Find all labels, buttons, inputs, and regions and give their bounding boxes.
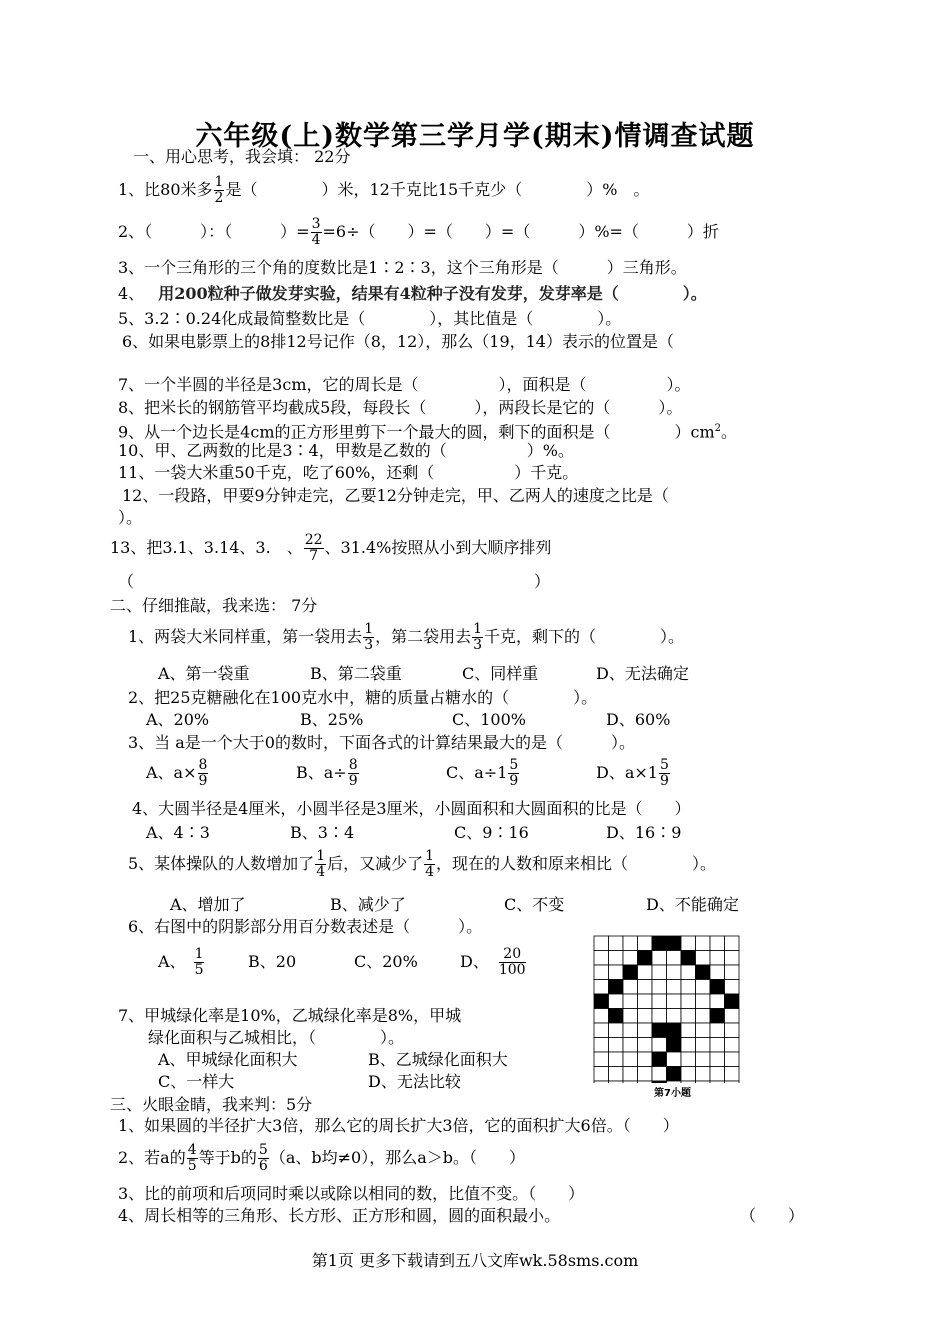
grid-cell [725, 980, 740, 995]
s2-q5-fraction-1: $\frac{1}{4}$ [316, 848, 326, 880]
grid-cell [638, 936, 653, 951]
section1-heading: 一、用心思考，我会填： 22分 [133, 147, 351, 166]
shaded-cell [667, 1023, 682, 1038]
grid-cell [725, 1038, 740, 1053]
grid-cell [667, 1052, 682, 1067]
s3-q2-fraction-1: $\frac{4}{5}$ [187, 1142, 197, 1174]
grid-cell [681, 936, 696, 951]
shaded-cell [652, 1023, 667, 1038]
grid-cell [623, 994, 638, 1009]
s2-q6-option-b: B、20 [248, 952, 297, 971]
shaded-grid-figure [593, 935, 745, 1083]
s2-q3: 3、当 a是一个大于0的数时，下面各式的计算结果最大的是（ ）。 [128, 733, 635, 752]
grid-cell [725, 1052, 740, 1067]
s2-q4-option-c: C、9∶16 [454, 823, 529, 842]
s2-q7-option-d: D、无法比较 [368, 1072, 461, 1091]
s1-q6: 6、如果电影票上的8排12号记作（8，12），那么（19，14）表示的位置是（ [122, 332, 674, 351]
s2-q1-text-a: 1、两袋大米同样重，第一袋用去 [128, 627, 363, 646]
s2-q2-option-d: D、60% [606, 710, 671, 729]
s2-q3-option-b-fraction: $\frac{8}{9}$ [348, 757, 358, 789]
shaded-cell [609, 1009, 624, 1024]
s2-q4-option-d: D、16∶9 [606, 823, 682, 842]
figure-caption: 第7小题 [654, 1088, 691, 1099]
s1-q13-text-b: 、31.4%按照从小到大顺序排列 [324, 538, 552, 557]
s2-q6: 6、右图中的阴影部分用百分数表述是（ ）。 [128, 917, 483, 936]
s2-q1-fraction-2: $\frac{1}{3}$ [473, 621, 483, 653]
shaded-cell [681, 951, 696, 966]
s1-q9-end: 。 [721, 422, 738, 442]
s2-q5-option-a: A、增加了 [170, 895, 246, 914]
grid-cell [681, 1052, 696, 1067]
grid-cell [638, 1067, 653, 1082]
grid-cell [652, 980, 667, 995]
grid-cell [696, 994, 711, 1009]
shaded-cell [623, 965, 638, 980]
s2-q3-option-a-fraction: $\frac{8}{9}$ [198, 757, 208, 789]
s2-q6-option-d [460, 942, 527, 982]
grid-cell [638, 1052, 653, 1067]
shaded-cell [652, 936, 667, 951]
grid-cell [623, 936, 638, 951]
s2-q3-option-c-text: C、a÷ [446, 763, 498, 782]
page-footer: 第1页 更多下载请到五八文库wk.58sms.com [311, 1251, 639, 1270]
s2-q3-option-b-text: B、a÷ [296, 763, 347, 782]
grid-cell [710, 1067, 725, 1082]
s1-q9 [118, 419, 737, 442]
grid-cell [609, 965, 624, 980]
grid-cell [696, 936, 711, 951]
s2-q7-option-c: C、一样大 [158, 1072, 235, 1091]
s1-q13-fraction: $\frac{22}{7}$ [304, 532, 323, 564]
s1-q12-line2: ）。 [118, 508, 143, 527]
grid-cell [667, 980, 682, 995]
s2-q1-option-c: C、同样重 [462, 664, 539, 683]
grid-cell [638, 1081, 653, 1083]
section3-heading: 三、火眼金睛，我来判：5分 [110, 1095, 313, 1114]
grid-cell [667, 1009, 682, 1024]
grid-cell [594, 965, 609, 980]
s1-q11: 11、一袋大米重50千克，吃了60%，还剩（ ）千克。 [118, 463, 579, 482]
grid-cell [710, 936, 725, 951]
s3-q2-fraction-2: $\frac{5}{6}$ [258, 1142, 268, 1174]
s2-q6-option-a-text: A、 [158, 952, 186, 971]
s1-q1-fraction: $\frac{1}{2}$ [214, 174, 224, 206]
grid-cell [638, 1009, 653, 1024]
s1-q2-text-b: =6÷（ ）=（ ）=（ ）%=（ ）折 [322, 222, 719, 241]
grid-cell [609, 951, 624, 966]
page-title: 六年级(上)数学第三学月学(期末)情调查试题 [195, 121, 755, 152]
grid-cell [638, 994, 653, 1009]
s2-q5-option-c: C、不变 [504, 895, 565, 914]
s2-q1-option-d: D、无法确定 [596, 664, 689, 683]
grid-cell [681, 980, 696, 995]
grid-cell [623, 1009, 638, 1024]
s1-q4-text: 用200粒种子做发芽实验，结果有4粒种子没有发芽，发芽率是（ ）。 [158, 284, 707, 303]
s3-q2 [118, 1138, 525, 1178]
grid-cell [638, 1023, 653, 1038]
shaded-cell [710, 980, 725, 995]
s2-q1 [128, 618, 684, 656]
s1-q2-fraction: $\frac{3}{4}$ [311, 216, 321, 248]
shaded-cell [667, 1067, 682, 1082]
s2-q7-option-b: B、乙城绿化面积大 [368, 1050, 508, 1069]
s2-q3-option-d [596, 754, 671, 792]
s2-q3-option-d-text: D、a× [596, 763, 648, 782]
s2-q2-option-c: C、100% [452, 710, 526, 729]
s2-q3-option-c [446, 754, 520, 792]
s2-q3-option-c-fraction: $\frac{5}{9}$ [509, 757, 519, 789]
s3-q4: 4、周长相等的三角形、长方形、正方形和圆，圆的面积最小。 [118, 1206, 561, 1225]
s1-q13-answer: （ ） [118, 572, 551, 591]
grid-cell [594, 1081, 609, 1083]
grid-cell [652, 994, 667, 1009]
s2-q7-line2: 绿化面积与乙城相比，（ ）。 [148, 1028, 405, 1047]
grid-cell [594, 1038, 609, 1053]
shaded-cell [609, 980, 624, 995]
grid-cell [667, 1081, 682, 1083]
s1-q8: 8、把米长的钢筋管平均截成5段，每段长（ ），两段长是它的（ ）。 [118, 398, 683, 417]
grid-cell [710, 994, 725, 1009]
s2-q1-text-b: ，第二袋用去 [375, 627, 472, 646]
s2-q1-fraction-1: $\frac{1}{3}$ [364, 621, 374, 653]
grid-cell [710, 1052, 725, 1067]
s2-q4-option-b: B、3∶4 [290, 823, 355, 842]
grid-cell [609, 994, 624, 1009]
s2-q3-option-a [146, 754, 209, 792]
grid-cell [594, 1023, 609, 1038]
s1-q1-text-a: 1、比80米多 [118, 180, 213, 199]
s1-q10: 10、甲、乙两数的比是3∶4，甲数是乙数的（ ）%。 [118, 441, 574, 460]
grid-cell [696, 1052, 711, 1067]
shaded-cell [652, 1081, 667, 1083]
s1-q4-number: 4、 [118, 284, 145, 303]
grid-cell [609, 1023, 624, 1038]
grid-cell [623, 1052, 638, 1067]
s2-q4-option-a: A、4∶3 [146, 823, 210, 842]
s1-q3: 3、一个三角形的三个角的度数比是1∶2∶3，这个三角形是（ ）三角形。 [118, 258, 687, 277]
s3-q2-text-b: 等于b的 [198, 1148, 257, 1167]
s2-q4: 4、大圆半径是4厘米，小圆半径是3厘米，小圆面积和大圆面积的比是（ ） [132, 799, 691, 818]
grid-cell [681, 1023, 696, 1038]
s2-q5 [128, 845, 716, 883]
s1-q7: 7、一个半圆的半径是3cm，它的周长是（ ），面积是（ ）。 [118, 375, 691, 394]
s1-q9-superscript: 2 [714, 423, 722, 434]
s2-q5-text-b: 后，又减少了 [327, 854, 424, 873]
grid-cell [623, 1067, 638, 1082]
grid-cell [710, 1038, 725, 1053]
s2-q1-text-c: 千克，剩下的（ ）。 [484, 627, 685, 646]
grid-cell [667, 951, 682, 966]
s1-q1 [118, 172, 649, 208]
grid-cell [638, 1038, 653, 1053]
grid-cell [623, 980, 638, 995]
grid-cell [652, 965, 667, 980]
grid-cell [725, 936, 740, 951]
grid-cell [681, 1009, 696, 1024]
s2-q5-text-a: 5、某体操队的人数增加了 [128, 854, 315, 873]
s1-q2-text-a: 2、（ ）：（ ）= [118, 222, 310, 241]
grid-cell [681, 1067, 696, 1082]
s2-q2-option-b: B、25% [300, 710, 364, 729]
s2-q3-option-a-text: A、a× [146, 763, 197, 782]
grid-cell [696, 1038, 711, 1053]
s1-q2 [118, 214, 719, 250]
shaded-cell [652, 1052, 667, 1067]
grid-cell [696, 1081, 711, 1083]
section2-heading: 二、仔细推敲，我来选： 7分 [110, 596, 318, 615]
s2-q6-option-c: C、20% [354, 952, 418, 971]
grid-cell [609, 936, 624, 951]
grid-cell [652, 951, 667, 966]
s3-q2-text-a: 2、若a的 [118, 1148, 186, 1167]
grid-cell [623, 1038, 638, 1053]
s1-q4 [118, 284, 707, 304]
grid-cell [652, 1009, 667, 1024]
grid-cell [710, 1081, 725, 1083]
grid-cell [609, 1052, 624, 1067]
grid-cell [681, 965, 696, 980]
s3-q4-answer: （ ） [740, 1206, 805, 1225]
s2-q6-option-a-fraction: $\frac{1}{5}$ [194, 946, 204, 978]
shaded-cell [725, 994, 740, 1009]
grid-cell [725, 951, 740, 966]
grid-cell [594, 1009, 609, 1024]
grid-cell [725, 965, 740, 980]
grid-cell [725, 1009, 740, 1024]
s3-q3: 3、比的前项和后项同时乘以或除以相同的数，比值不变。（ ） [118, 1184, 585, 1203]
grid-cell [725, 1023, 740, 1038]
grid-cell [681, 1038, 696, 1053]
s3-q1: 1、如果圆的半径扩大3倍，那么它的周长扩大3倍，它的面积扩大6倍。（ ） [118, 1116, 679, 1135]
grid-cell [667, 965, 682, 980]
s1-q12-line1: 12、一段路，甲要9分钟走完，乙要12分钟走完，甲、乙两人的速度之比是（ [122, 486, 669, 505]
grid-cell [681, 1081, 696, 1083]
s2-q3-option-c-whole: 1 [497, 763, 508, 782]
shaded-cell [638, 951, 653, 966]
s2-q5-fraction-2: $\frac{1}{4}$ [425, 848, 435, 880]
s2-q5-option-b: B、减少了 [330, 895, 406, 914]
s2-q5-text-c: ，现在的人数和原来相比（ ）。 [436, 854, 717, 873]
grid-cell [609, 1067, 624, 1082]
s2-q5-option-d: D、不能确定 [646, 895, 739, 914]
s1-q5: 5、3.2∶0.24化成最简整数比是（ ），其比值是（ ）。 [118, 309, 622, 328]
grid-cell [594, 1052, 609, 1067]
shaded-cell [667, 1038, 682, 1053]
grid-cell [696, 1067, 711, 1082]
s2-q2-option-a: A、20% [146, 710, 210, 729]
grid-cell [667, 994, 682, 1009]
s2-q3-option-d-fraction: $\frac{5}{9}$ [659, 757, 669, 789]
s1-q9-text: 9、从一个边长是4cm的正方形里剪下一个最大的圆，剩下的面积是（ ）cm [118, 422, 715, 442]
s2-q3-option-d-whole: 1 [647, 763, 658, 782]
grid-cell [652, 1067, 667, 1082]
grid-cell [696, 951, 711, 966]
grid-cell [609, 1081, 624, 1083]
grid-cell [652, 1038, 667, 1053]
grid-cell [710, 965, 725, 980]
s2-q6-option-d-text: D、 [460, 952, 489, 971]
grid-cell [623, 951, 638, 966]
grid-cell [638, 965, 653, 980]
s1-q1-text-b: 是（ ）米，12千克比15千克少（ ）% 。 [225, 180, 650, 199]
s1-q13 [110, 528, 551, 568]
s2-q7-option-a: A、甲城绿化面积大 [158, 1050, 298, 1069]
s2-q1-option-b: B、第二袋重 [310, 664, 402, 683]
grid-cell [725, 1081, 740, 1083]
grid-cell [609, 1038, 624, 1053]
s2-q3-option-b [296, 754, 360, 792]
grid-cell [696, 1023, 711, 1038]
grid-cell [638, 980, 653, 995]
grid-cell [710, 951, 725, 966]
s2-q1-option-a: A、第一袋重 [158, 664, 250, 683]
grid-cell [623, 1081, 638, 1083]
shaded-cell [667, 936, 682, 951]
shaded-cell [696, 965, 711, 980]
s1-q13-text-a: 13、把3.1、3.14、3. 、 [110, 538, 303, 557]
s2-q6-option-a [158, 942, 205, 982]
shaded-cell [594, 994, 609, 1009]
grid-cell [623, 1023, 638, 1038]
grid-cell [696, 980, 711, 995]
s2-q7-line1: 7、甲城绿化率是10%，乙城绿化率是8%，甲城 [118, 1006, 462, 1025]
grid-cell [594, 936, 609, 951]
grid-cell [681, 994, 696, 1009]
grid-cell [725, 1067, 740, 1082]
s3-q2-text-c: （a、b均≠0），那么a＞b。（ ） [269, 1148, 525, 1167]
grid-cell [594, 980, 609, 995]
s2-q2: 2、把25克糖融化在100克水中，糖的质量占糖水的（ ）。 [128, 688, 598, 707]
shaded-cell [710, 1009, 725, 1024]
grid-cell [696, 1009, 711, 1024]
grid-cell [594, 951, 609, 966]
s2-q6-option-d-fraction: $\frac{20}{100}$ [498, 946, 526, 978]
grid-cell [594, 1067, 609, 1082]
grid-cell [710, 1023, 725, 1038]
